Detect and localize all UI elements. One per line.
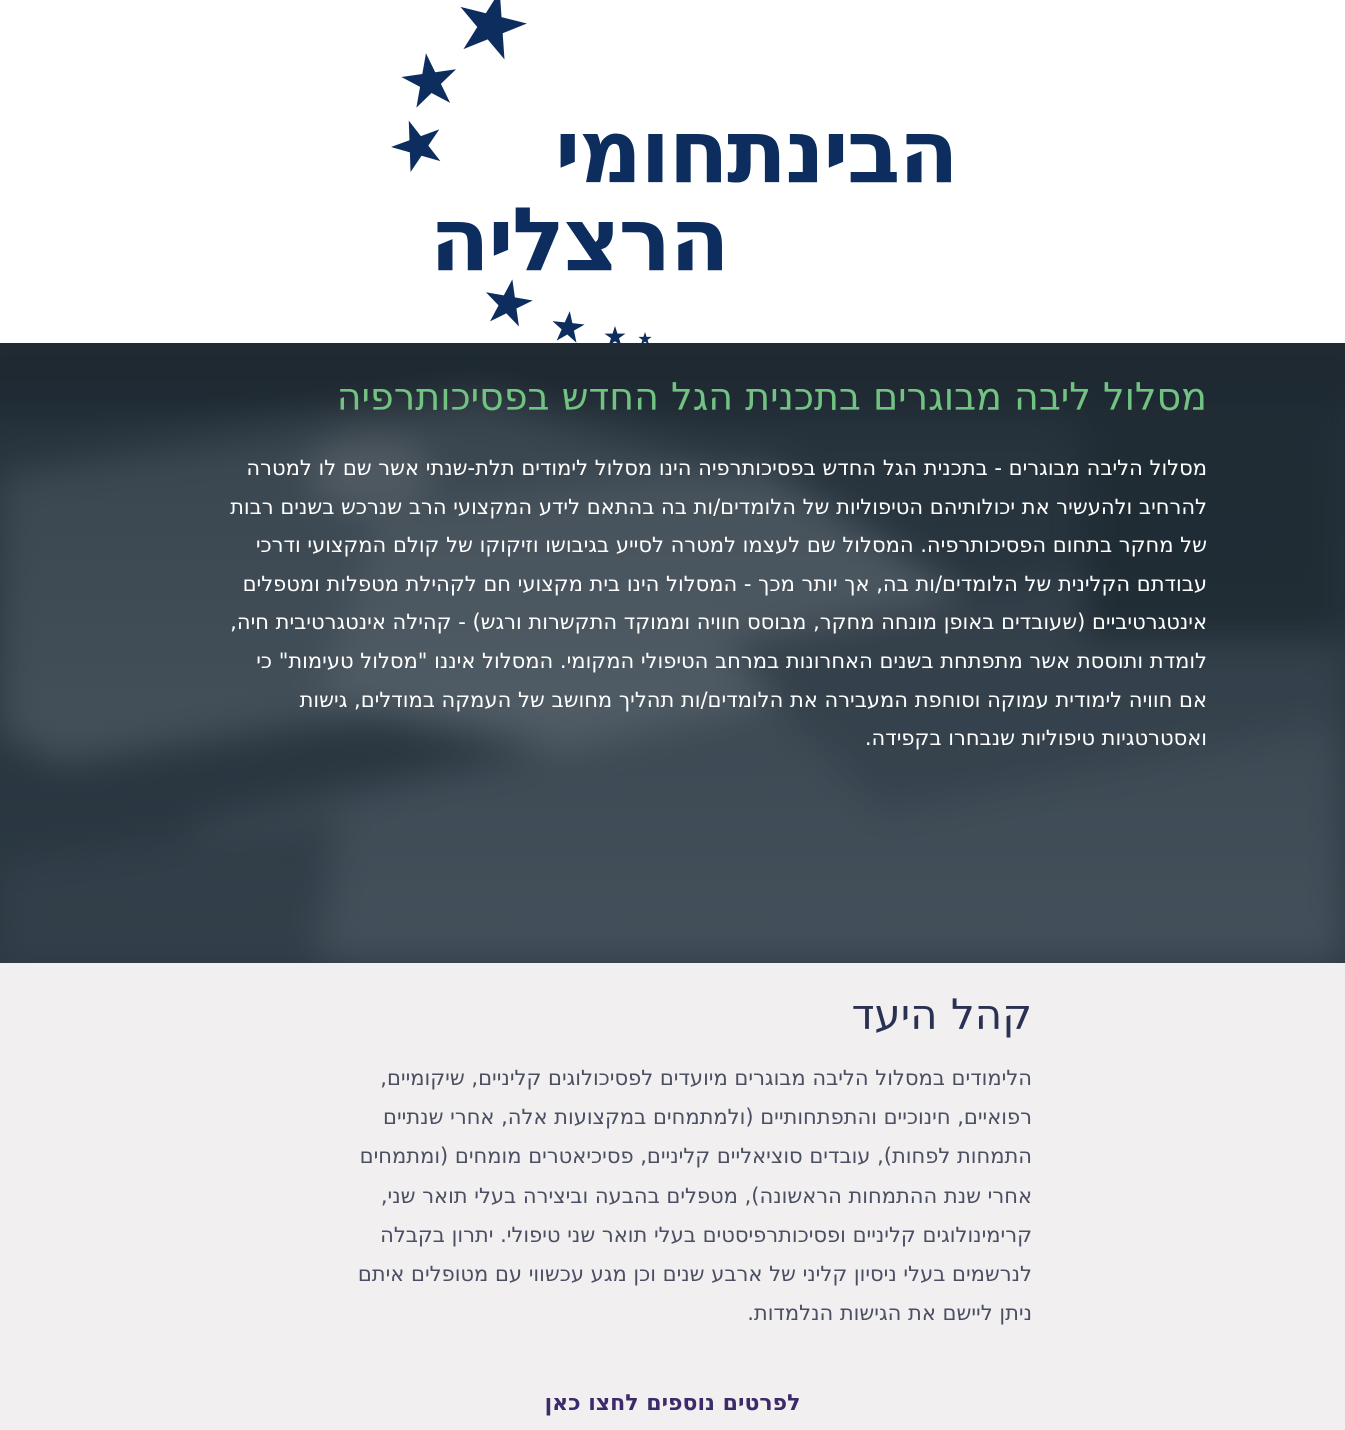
logo-text-line1: הבינתחומי	[554, 100, 957, 203]
audience-title: קהל היעד	[851, 990, 1032, 1039]
hero-section	[0, 343, 1345, 963]
logo-header	[0, 0, 1345, 343]
logo-text-line2: הרצליה	[429, 188, 728, 291]
target-audience-section	[0, 963, 1345, 1430]
hero-description: מסלול הליבה מבוגרים - בתכנית הגל החדש בפסיכותרפיה הינו מסלול לימודים תלת-שנתי אשר שם לו למטרה להרחיב ולהעשיר את יכולותיהם הטיפוליות של הלומדים/ות בה בהתאם לידע המקצועי הרב שנרכש בשנים רבות של מחקר בתחום הפסיכותרפיה. המסלול שם לעצמו למטרה לסייע בגיבושו וזיקוקו של קולם המקצועי ודרכי עבודתם הקלינית של הלומדים/ות בה, אך יותר מכך - המסלול הינו בית מקצועי חם לקהילת מטפלות ומטפלים אינטגרטיביים (שעובדים באופן מונחה מחקר, מבוסס חוויה וממוקד התקשרות ורגש) - קהילה אינטגרטיבית חיה, לומדת ותוססת אשר מתפתחת בשנים האחרונות במרחב הטיפולי המקומי. המסלול איננו "מסלול טעימות" כי אם חוויה לימודית עמוקה וסוחפת המעבירה את הלומדים/ות תהליך מחושב של העמקה במודלים, גישות ואסטרטגיות טיפוליות שנבחרו בקפידה.	[230, 456, 1207, 751]
star-icon	[385, 112, 450, 175]
hero-title: מסלול ליבה מבוגרים בתכנית הגל החדש בפסיכותרפיה	[336, 375, 1207, 419]
star-icon	[638, 332, 651, 343]
hero-content	[227, 371, 1207, 758]
star-icon	[399, 49, 461, 109]
star-icon	[550, 309, 585, 343]
audience-description: הלימודים במסלול הליבה מבוגרים מיועדים לפסיכולוגים קליניים, שיקומיים, רפואיים, חינוכיים והתפתחותיים (ולמתמחים במקצועות אלה, אחרי שנתיים התמחות לפחות), עובדים סוציאליים קליניים, פסיכיאטרים מומחים (ומתמחים אחרי שנת ההתמחות הראשונה), מטפלים בהבעה וביצירה בעלי תואר שני, קרימינולוגים קליניים ופסיכותרפיסטים בעלי תואר שני טיפולי. יתרון בקבלה לנרשמים בעלי ניסיון קליני של ארבע שנים וכן מגע עכשווי עם מטופלים איתם ניתן ליישם את הגישות הנלמדות.	[357, 1066, 1032, 1326]
audience-content	[332, 985, 1032, 1333]
star-icon	[451, 0, 533, 63]
star-icon	[605, 326, 626, 343]
more-details-link[interactable]: לפרטים נוספים לחצו כאן	[544, 1391, 801, 1416]
